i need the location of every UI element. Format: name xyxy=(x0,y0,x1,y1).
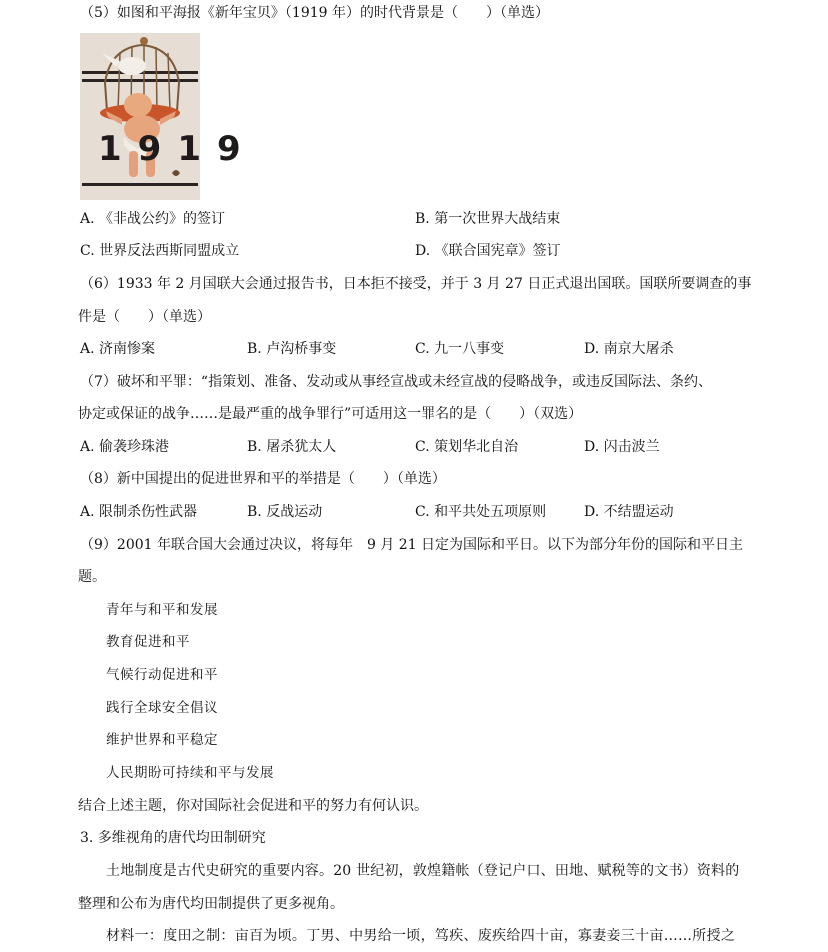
q7-option-d: D. 闪击波兰 xyxy=(584,439,660,455)
q8-option-b: B. 反战运动 xyxy=(247,504,323,520)
peace-day-theme: 教育促进和平 xyxy=(106,634,190,650)
peace-day-theme: 人民期盼可持续和平与发展 xyxy=(106,765,274,781)
q5-option-a: A. 《非战公约》的签订 xyxy=(80,211,226,227)
q6-stem-line2: 件是（ ）（单选） xyxy=(78,309,211,325)
q9-stem-line2: 题。 xyxy=(78,569,106,585)
peace-day-theme: 维护世界和平稳定 xyxy=(106,732,218,748)
q6-stem-line1: （6）1933 年 2 月国联大会通过报告书，日本拒不接受，并于 3 月 27 日正式退出国联。国联所要调查的事 xyxy=(80,276,752,292)
section3-para-line1: 土地制度是古代史研究的重要内容。20 世纪初，敦煌籍帐（登记户口、田地、赋税等的文书）资料的 xyxy=(106,863,740,879)
peace-day-theme: 践行全球安全倡议 xyxy=(106,700,218,716)
poster-year-text: 1919 xyxy=(98,129,257,169)
q8-stem: （8）新中国提出的促进世界和平的举措是（ ）（单选） xyxy=(80,471,446,487)
q6-option-c: C. 九一八事变 xyxy=(415,341,505,357)
q5-option-d: D. 《联合国宪章》签订 xyxy=(415,243,561,259)
poster-illustration xyxy=(80,33,257,200)
q6-option-b: B. 卢沟桥事变 xyxy=(247,341,337,357)
q9-stem-line1: （9）2001 年联合国大会通过决议，将每年 9 月 21 日定为国际和平日。以下为部分年份的国际和平日主 xyxy=(80,537,744,553)
q8-option-a: A. 限制杀伤性武器 xyxy=(80,504,198,520)
q7-stem-line2: 协定或保证的战争……是最严重的战争罪行”可适用这一罪名的是（ ）（双选） xyxy=(78,406,583,422)
q6-option-d: D. 南京大屠杀 xyxy=(584,341,674,357)
section3-para-line2: 整理和公布为唐代均田制提供了更多视角。 xyxy=(78,896,344,912)
peace-day-theme: 气候行动促进和平 xyxy=(106,667,218,683)
q5-stem: （5）如图和平海报《新年宝贝》（1919 年）的时代背景是（ ）（单选） xyxy=(80,5,549,21)
q9-question: 结合上述主题，你对国际社会促进和平的努力有何认识。 xyxy=(78,798,428,814)
q8-option-c: C. 和平共处五项原则 xyxy=(415,504,547,520)
peace-day-theme: 青年与和平和发展 xyxy=(106,602,218,618)
q5-option-b: B. 第一次世界大战结束 xyxy=(415,211,561,227)
section3-title: 3. 多维视角的唐代均田制研究 xyxy=(80,830,266,846)
q5-option-c: C. 世界反法西斯同盟成立 xyxy=(80,243,240,259)
q7-option-c: C. 策划华北自治 xyxy=(415,439,519,455)
q7-option-b: B. 屠杀犹太人 xyxy=(247,439,337,455)
q7-option-a: A. 偷袭珍珠港 xyxy=(80,439,170,455)
q7-stem-line1: （7）破坏和平罪：“指策划、准备、发动或从事经宣战或未经宣战的侵略战争，或违反国际法、条约、 xyxy=(80,374,713,390)
section3-material1: 材料一：度田之制：亩百为顷。丁男、中男给一顷，笃疾、废疾给四十亩，寡妻妾三十亩……所授之 xyxy=(106,928,736,944)
q6-option-a: A. 济南惨案 xyxy=(80,341,156,357)
q8-option-d: D. 不结盟运动 xyxy=(584,504,674,520)
peace-poster-image xyxy=(80,33,257,200)
